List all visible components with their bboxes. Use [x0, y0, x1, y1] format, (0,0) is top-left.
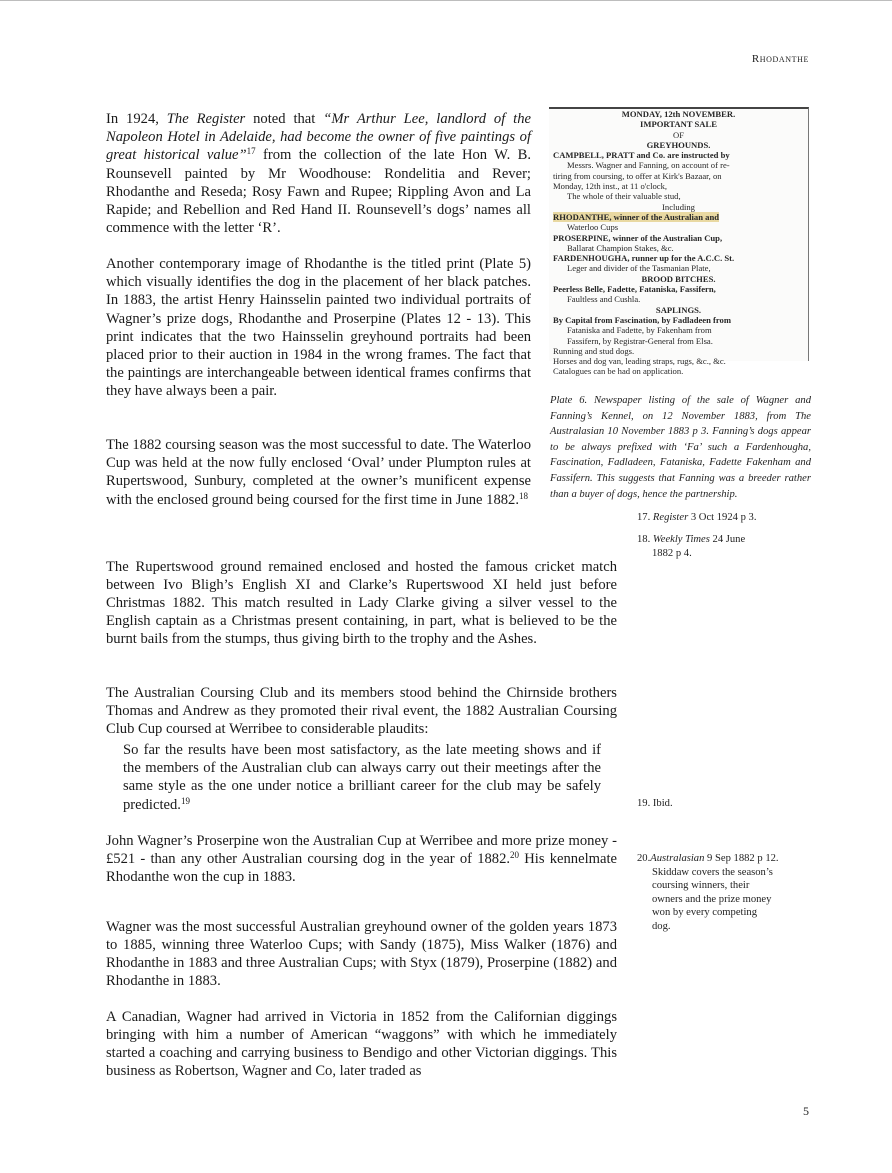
- newspaper-line: Fataniska and Fadette, by Fakenham from: [567, 325, 712, 336]
- page-top-rule: [0, 0, 892, 1]
- newspaper-line: OF: [673, 129, 684, 140]
- newspaper-line: BROOD BITCHES.: [641, 273, 716, 284]
- newspaper-line: IMPORTANT SALE: [640, 119, 717, 130]
- sidenote-18: 18. Weekly Times 24 June 1882 p 4.: [637, 534, 746, 559]
- footnote-ref-20: 20: [510, 850, 520, 861]
- newspaper-line: Including: [662, 201, 695, 212]
- newspaper-line: tiring from coursing, to offer at Kirk's Bazaar, on: [553, 170, 722, 181]
- sidenote-19: 19. Ibid.: [637, 798, 673, 809]
- newspaper-line: FARDENHOUGHA, runner up for the A.C.C. St.: [553, 253, 735, 264]
- paragraph-5: The Australian Coursing Club and its members stood behind the Chirnside brothers Thomas and Andrew as they promoted their rival event, the 1882 Australian Coursing Club Cup coursed at Werribee to considerable plaudits:: [106, 684, 617, 737]
- newspaper-line: Horses and dog van, leading straps, rugs, &c., &c.: [553, 356, 726, 367]
- newspaper-line: Peerless Belle, Fadette, Fataniska, Fassifern,: [553, 284, 716, 295]
- newspaper-line: By Capital from Fascination, by Fadladeen from: [553, 314, 732, 325]
- newspaper-line: Running and stud dogs.: [553, 345, 635, 356]
- newspaper-line: Catalogues can be had on application.: [553, 366, 684, 377]
- plate-6-caption: Plate 6. Newspaper listing of the sale of Wagner and Fanning’s Kennel, on 12 November 1883, from The Australasian 10 November 1883 p 3. Fanning’s dogs appear to be always prefixed with ‘Fa’ such a Fardenhougha, Fascination, Fadladeen, Fataniska, Fadette Fakenham and Fassifern. This suggests that Fanning was a breeder rather than a buyer of dogs, hence the partnership.: [550, 395, 811, 500]
- footnote-ref-18: 18: [519, 490, 528, 501]
- newspaper-line: Ballarat Champion Stakes, &c.: [567, 242, 674, 253]
- footnote-ref-19: 19: [180, 795, 190, 806]
- running-head: Rhodanthe: [751, 53, 809, 65]
- newspaper-line: Leger and divider of the Tasmanian Plate,: [567, 263, 711, 274]
- page-number: 5: [803, 1104, 809, 1118]
- newspaper-line: MONDAY, 12th NOVEMBER.: [621, 109, 736, 119]
- sidenote-17: 17. Register 3 Oct 1924 p 3.: [637, 512, 757, 523]
- newspaper-clipping: [549, 107, 809, 377]
- newspaper-line: Monday, 12th inst., at 11 o'clock,: [553, 181, 668, 192]
- newspaper-line: GREYHOUNDS.: [646, 139, 711, 150]
- newspaper-line-highlighted: RHODANTHE, winner of the Australian and: [553, 211, 720, 222]
- newspaper-line: CAMPBELL, PRATT and Co. are instructed by: [553, 150, 730, 161]
- sidenote-20: 20.Australasian 9 Sep 1882 p 12. Skiddaw covers the season’s coursing winners, their owners and the prize money won by every competing dog.: [637, 853, 779, 932]
- paragraph-8: A Canadian, Wagner had arrived in Victoria in 1852 from the Californian diggings bringing with him a number of American “waggons” with which he immediately started a coaching and carrying business to Bendigo and other Victorian diggings. This business as Robertson, Wagner and Co, later traded as: [106, 1008, 617, 1080]
- block-quote: So far the results have been most satisfactory, as the late meeting shows and if the members of the Australian club can always carry out their meetings after the same style as the one under notice a brilliant career for the club may be safely predicted.$^{19}$: [123, 742, 601, 813]
- newspaper-line: PROSERPINE, winner of the Australian Cup,: [553, 232, 723, 243]
- newspaper-line: The whole of their valuable stud,: [567, 191, 681, 202]
- paragraph-1: In 1924, The Register noted that “Mr Arthur Lee, landlord of the Napoleon Hotel in Adelaide, had become the owner of five paintings of great historical value”$^{17}$ from the collection of the late Hon W. B. Rounsevell painted by Mr Woodhouse: Rondelitia and Rever; Rhodanthe and Reseda; Rosy Fawn and Rupee; Rippling Avon and La Rapide; and Rebellion and Red Hand II. Rounsevell’s dogs’ names all commence with the letter ‘R’.: [106, 111, 531, 237]
- newspaper-line: Fassifern, by Registrar-General from Elsa.: [567, 335, 713, 346]
- newspaper-line: Messrs. Wagner and Fanning, on account of re-: [567, 160, 730, 171]
- newspaper-line: Waterloo Cups: [567, 222, 619, 233]
- paragraph-4: The Rupertswood ground remained enclosed and hosted the famous cricket match between Ivo Bligh’s English XI and Clarke’s Rupertswood XI held just before Christmas 1882. This match resulted in Lady Clarke giving a silver vessel to the English captain as a Christmas present containing, in part, what is believed to be the burnt bails from the stumps, thus giving birth to the trophy and the Ashes.: [106, 558, 617, 648]
- paragraph-2: Another contemporary image of Rhodanthe is the titled print (Plate 5) which visually identifies the dog in the placement of her black patches. In 1883, the artist Henry Hainsselin painted two individual portraits of Wagner’s prize dogs, Rhodanthe and Proserpine (Plates 12 - 13). This print indicates that the two Hainsselin greyhound portraits had been placed prior to their auction in 1984 in the wrong frames. The fact that the paintings are interchangeable between identical frames confirms that they have always been a pair.: [106, 256, 531, 400]
- newspaper-line: Faultless and Cushla.: [567, 294, 641, 305]
- footnote-ref-17: 17: [246, 146, 256, 157]
- paragraph-7: Wagner was the most successful Australian greyhound owner of the golden years 1873 to 1885, winning three Waterloo Cups; with Sandy (1875), Miss Walker (1876) and Rhodanthe in 1883 and three Australian Cups; with Styx (1879), Proserpine (1882) and Rhodanthe in 1883.: [106, 918, 617, 990]
- paragraph-3: The 1882 coursing season was the most successful to date. The Waterloo Cup was held at the now fully enclosed ‘Oval’ under Plumpton rules at Rupertswood, Sunbury, completed at the owner’s munificent expense with the enclosed ground being coursed for the first time in June 1882.18: [106, 437, 531, 508]
- newspaper-line: SAPLINGS.: [655, 304, 702, 315]
- paragraph-6: John Wagner’s Proserpine won the Australian Cup at Werribee and more prize money - £521 - than any other Australian coursing dog in the year of 1882.20 His kennelmate Rhodanthe won the cup in 1883.: [106, 833, 617, 886]
